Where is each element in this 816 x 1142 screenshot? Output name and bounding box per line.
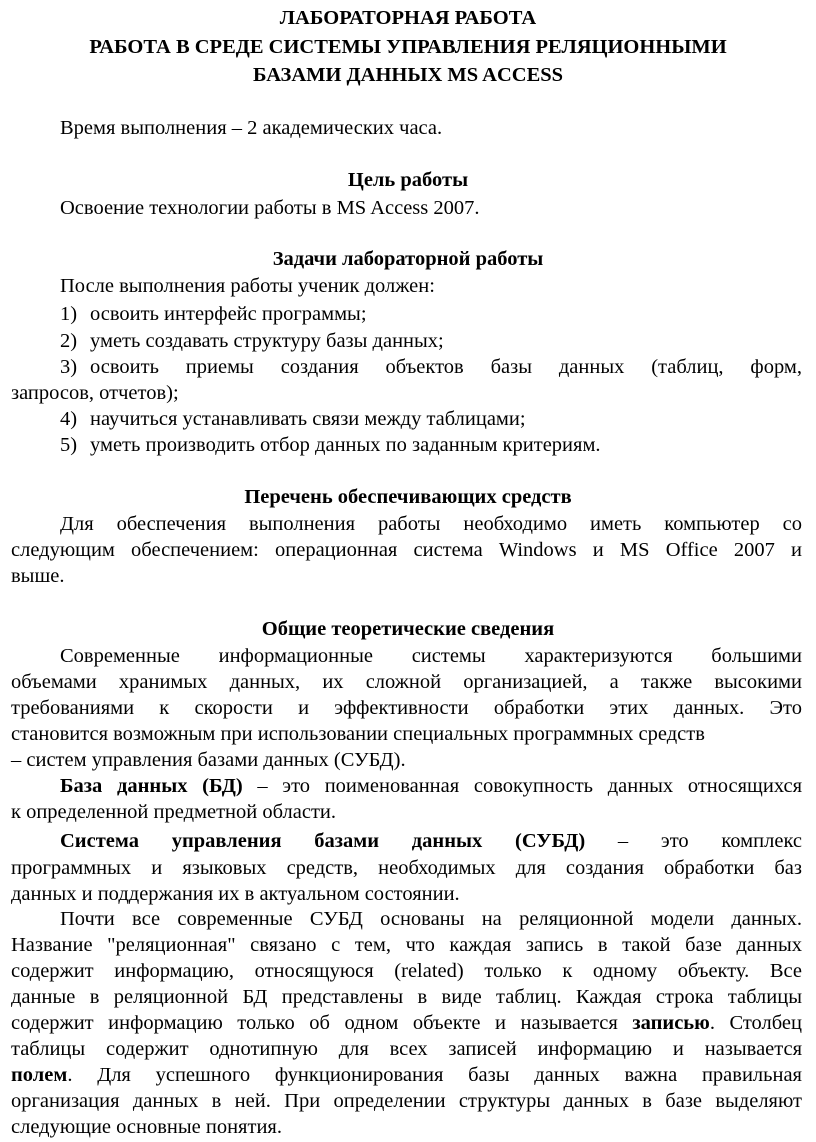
list-item-continuation: запросов, отчетов); xyxy=(11,382,179,404)
list-item-number: 2) xyxy=(60,330,78,352)
definition-dbms-text: – это комплекс xyxy=(585,830,802,852)
list-item-number: 1) xyxy=(60,303,78,325)
definition-dbms xyxy=(60,829,802,853)
theory-p4-line: таблицы содержит однотипную для всех записей информацию и называется xyxy=(11,1038,802,1060)
definition-db-text: – это поименованная совокупность данных относящихся xyxy=(242,775,803,797)
list-item-number: 3) xyxy=(60,356,78,378)
theory-heading: Общие теоретические сведения xyxy=(261,618,555,640)
tasks-heading: Задачи лабораторной работы xyxy=(272,248,544,270)
theory-p4-line: Почти все современные СУБД основаны на реляционной модели данных. xyxy=(60,908,802,930)
list-item-number: 5) xyxy=(60,434,78,456)
theory-p1-line: объемами хранимых данных, их сложной организацией, а также высокими xyxy=(11,671,802,693)
theory-p4-text: . Для успешного функционирования базы данных важна правильная xyxy=(67,1064,802,1086)
means-heading: Перечень обеспечивающих средств xyxy=(244,486,572,508)
title-line-2: РАБОТА В СРЕДЕ СИСТЕМЫ УПРАВЛЕНИЯ РЕЛЯЦИОННЫМИ xyxy=(89,36,727,58)
definition-dbms-term: Система управления базами данных (СУБД) xyxy=(60,830,586,852)
definition-dbms-line: программных и языковых средств, необходимых для создания обработки баз xyxy=(11,857,802,879)
definition-dbms-line: данных и поддержания их в актуальном состоянии. xyxy=(11,883,460,905)
title-line-1: ЛАБОРАТОРНАЯ РАБОТА xyxy=(279,7,537,29)
theory-p4-line: организация данных в ней. При определении структуры данных в базе выделяют xyxy=(11,1090,802,1112)
time-text: Время выполнения – 2 академических часа. xyxy=(60,117,443,139)
list-item-number: 4) xyxy=(60,408,78,430)
list-item-text: освоить интерфейс программы; xyxy=(90,303,367,325)
means-text-line: следующим обеспечением: операционная система Windows и MS Office 2007 и xyxy=(11,539,802,561)
definition-db-line: к определенной предметной области. xyxy=(11,801,337,823)
theory-p1-line: становится возможным при использовании специальных программных средств xyxy=(11,723,705,745)
theory-p4-text: содержит информацию только об одном объекте и называется xyxy=(11,1012,633,1034)
list-item-text: научиться устанавливать связи между таблицами; xyxy=(90,408,526,430)
theory-p4-line xyxy=(11,1063,802,1087)
means-text-line: выше. xyxy=(11,565,65,587)
list-item-text: уметь производить отбор данных по заданным критериям. xyxy=(90,434,601,456)
title-line-3: БАЗАМИ ДАННЫХ MS ACCESS xyxy=(252,64,564,86)
theory-p4-line: данные в реляционной БД представлены в виде таблиц. Каждая строка таблицы xyxy=(11,986,802,1008)
term-field: полем xyxy=(11,1064,68,1086)
definition-db xyxy=(60,774,802,798)
goal-text: Освоение технологии работы в MS Access 2007. xyxy=(60,197,480,219)
tasks-intro: После выполнения работы ученик должен: xyxy=(60,275,435,297)
theory-p4-text: . Столбец xyxy=(709,1012,803,1034)
theory-p4-line: Название "реляционная" связано с тем, что каждая запись в такой базе данных xyxy=(11,934,802,956)
theory-p1-line: Современные информационные системы характеризуются большими xyxy=(60,645,802,667)
theory-p4-line xyxy=(11,1011,802,1035)
theory-p4-line: следующие основные понятия. xyxy=(11,1116,282,1138)
theory-p1-line: требованиями к скорости и эффективности обработки этих данных. Это xyxy=(11,697,802,719)
list-item-text: освоить приемы создания объектов базы данных (таблиц, форм, xyxy=(90,356,802,378)
goal-heading: Цель работы xyxy=(347,169,469,191)
definition-db-term: База данных (БД) xyxy=(60,775,243,797)
list-item-text: уметь создавать структуру базы данных; xyxy=(90,330,444,352)
means-text-line: Для обеспечения выполнения работы необходимо иметь компьютер со xyxy=(60,513,802,535)
theory-p4-line: содержит информацию, относящуюся (related) только к одному объекту. Все xyxy=(11,960,802,982)
term-record: записью xyxy=(632,1012,710,1034)
theory-p1-line: – систем управления базами данных (СУБД). xyxy=(11,749,406,771)
